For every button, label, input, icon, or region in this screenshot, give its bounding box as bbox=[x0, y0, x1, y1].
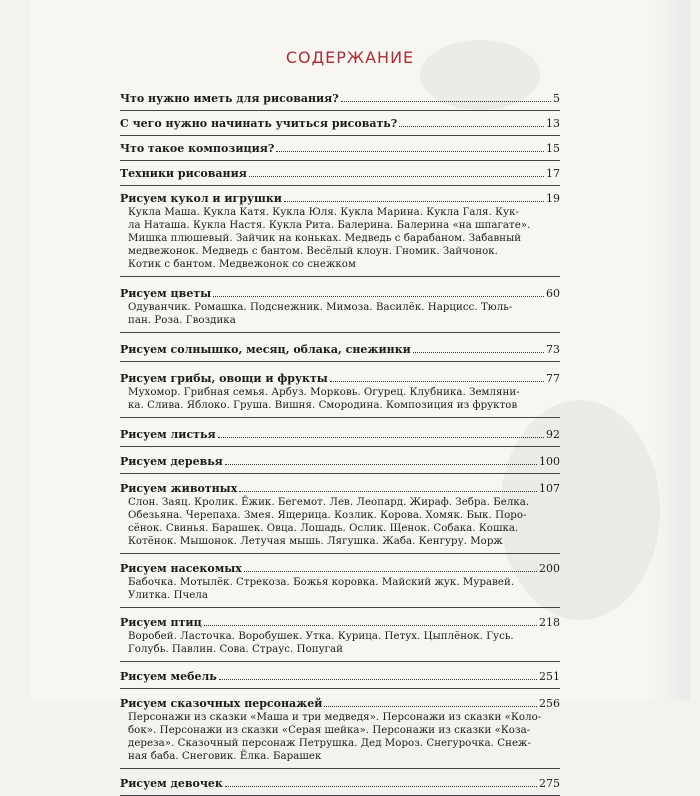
toc-entry-title: Техники рисования bbox=[120, 167, 247, 180]
section-divider bbox=[120, 110, 560, 111]
toc-heading-row bbox=[120, 616, 560, 629]
toc-subtopics bbox=[128, 496, 560, 548]
toc-entry-title: Рисуем грибы, овощи и фрукты bbox=[120, 372, 328, 385]
toc-entry-title: Рисуем деревья bbox=[120, 455, 223, 468]
toc-page-number: 92 bbox=[546, 428, 560, 441]
toc-subtopics bbox=[128, 301, 560, 327]
toc-subtopics bbox=[128, 576, 560, 602]
toc-entry bbox=[120, 372, 560, 418]
section-divider bbox=[120, 768, 560, 769]
toc-subtopic-line: бок». Персонажи из сказки «Серая шейка». Персонажи из сказки «Коза- bbox=[128, 725, 531, 736]
toc-entry-title: С чего нужно начинать учиться рисовать? bbox=[120, 117, 398, 130]
toc-heading-row bbox=[120, 777, 560, 790]
toc-subtopic-line: медвежонок. Медведь с бантом. Весёлый клоун. Гномик. Зайчонок. bbox=[128, 246, 498, 257]
section-divider bbox=[120, 661, 560, 662]
toc-entry bbox=[120, 455, 560, 474]
toc-entry bbox=[120, 343, 560, 362]
toc-entry bbox=[120, 482, 560, 554]
toc-entry-title: Рисуем цветы bbox=[120, 287, 212, 300]
toc-subtopics bbox=[128, 386, 560, 412]
toc-heading-row bbox=[120, 142, 560, 155]
toc-subtopic-line: Мишка плюшевый. Зайчик на коньках. Медведь с барабаном. Забавный bbox=[128, 233, 522, 244]
toc-subtopics bbox=[128, 206, 560, 271]
toc-entry bbox=[120, 777, 560, 796]
section-divider bbox=[120, 276, 560, 277]
dot-leader bbox=[225, 786, 537, 787]
toc-subtopic-line: ная баба. Снеговик. Ёлка. Барашек bbox=[128, 751, 322, 762]
dot-leader bbox=[225, 464, 537, 465]
section-divider bbox=[120, 473, 560, 474]
toc-heading-row bbox=[120, 455, 560, 468]
toc-subtopics bbox=[128, 711, 560, 763]
toc-subtopic-line: Голубь. Павлин. Сова. Страус. Попугай bbox=[128, 644, 343, 655]
toc-page-number: 256 bbox=[539, 697, 560, 710]
toc-page-number: 251 bbox=[539, 670, 560, 683]
toc-page-number: 77 bbox=[546, 372, 560, 385]
dot-leader bbox=[219, 679, 537, 680]
section-divider bbox=[120, 446, 560, 447]
toc-subtopic-line: Воробей. Ласточка. Воробушек. Утка. Курица. Петух. Цыплёнок. Гусь. bbox=[128, 631, 514, 642]
dot-leader bbox=[249, 176, 544, 177]
dot-leader bbox=[284, 201, 544, 202]
toc-heading-row bbox=[120, 92, 560, 105]
toc-page-number: 100 bbox=[539, 455, 560, 468]
toc-heading-row bbox=[120, 372, 560, 385]
toc-heading-row bbox=[120, 482, 560, 495]
toc-entry bbox=[120, 92, 560, 111]
dot-leader bbox=[213, 296, 544, 297]
section-divider bbox=[120, 607, 560, 608]
toc-entry bbox=[120, 117, 560, 136]
section-divider bbox=[120, 417, 560, 418]
toc-entry-title: Рисуем мебель bbox=[120, 670, 217, 683]
dot-leader bbox=[399, 126, 544, 127]
toc-entry bbox=[120, 616, 560, 662]
toc-subtopics bbox=[128, 630, 560, 656]
section-divider bbox=[120, 160, 560, 161]
dot-leader bbox=[244, 571, 537, 572]
toc-entry-title: Рисуем кукол и игрушки bbox=[120, 192, 282, 205]
table-of-contents bbox=[120, 92, 560, 796]
toc-page-number: 5 bbox=[553, 92, 560, 105]
toc-heading-row bbox=[120, 697, 560, 710]
dot-leader bbox=[218, 437, 544, 438]
page-edge-shadow bbox=[650, 0, 690, 700]
toc-subtopic-line: Кукла Маша. Кукла Катя. Кукла Юля. Кукла Марина. Кукла Галя. Кук- bbox=[128, 207, 519, 218]
dot-leader bbox=[276, 151, 544, 152]
toc-page-number: 73 bbox=[546, 343, 560, 356]
toc-page-number: 17 bbox=[546, 167, 560, 180]
toc-subtopic-line: ла Наташа. Кукла Настя. Кукла Рита. Балерина. Балерина «на шпагате». bbox=[128, 220, 531, 231]
toc-subtopic-line: сёнок. Свинья. Барашек. Овца. Лошадь. Ослик. Щенок. Собака. Кошка. bbox=[128, 523, 519, 534]
toc-entry-title: Рисуем сказочных персонажей bbox=[120, 697, 323, 710]
toc-heading-row bbox=[120, 117, 560, 130]
toc-entry-title: Рисуем животных bbox=[120, 482, 238, 495]
toc-subtopic-line: Обезьяна. Черепаха. Змея. Ящерица. Козлик. Корова. Хомяк. Бык. Поро- bbox=[128, 510, 527, 521]
toc-entry-title: Рисуем листья bbox=[120, 428, 216, 441]
toc-page-number: 107 bbox=[539, 482, 560, 495]
toc-subtopic-line: пан. Роза. Гвоздика bbox=[128, 315, 236, 326]
toc-heading-row bbox=[120, 343, 560, 356]
toc-heading-row bbox=[120, 167, 560, 180]
toc-entry-title: Рисуем солнышко, месяц, облака, снежинки bbox=[120, 343, 411, 356]
toc-entry bbox=[120, 697, 560, 769]
toc-subtopic-line: Бабочка. Мотылёк. Стрекоза. Божья коровка. Майский жук. Муравей. bbox=[128, 577, 515, 588]
toc-entry bbox=[120, 192, 560, 277]
toc-page-number: 15 bbox=[546, 142, 560, 155]
toc-page-number: 19 bbox=[546, 192, 560, 205]
toc-page-number: 275 bbox=[539, 777, 560, 790]
toc-entry bbox=[120, 142, 560, 161]
toc-page-number: 60 bbox=[546, 287, 560, 300]
section-divider bbox=[120, 688, 560, 689]
toc-entry-title: Рисуем птиц bbox=[120, 616, 202, 629]
section-divider bbox=[120, 553, 560, 554]
section-divider bbox=[120, 135, 560, 136]
toc-entry-title: Что нужно иметь для рисования? bbox=[120, 92, 339, 105]
page-title: СОДЕРЖАНИЕ bbox=[285, 48, 415, 67]
dot-leader bbox=[204, 625, 537, 626]
toc-heading-row bbox=[120, 287, 560, 300]
dot-leader bbox=[413, 352, 544, 353]
toc-page-number: 200 bbox=[539, 562, 560, 575]
section-divider bbox=[120, 185, 560, 186]
toc-heading-row bbox=[120, 192, 560, 205]
toc-subtopic-line: Котик с бантом. Медвежонок со снежком bbox=[128, 259, 356, 270]
toc-subtopic-line: ка. Слива. Яблоко. Груша. Вишня. Смородина. Композиция из фруктов bbox=[128, 400, 518, 411]
section-divider bbox=[120, 332, 560, 333]
dot-leader bbox=[239, 491, 537, 492]
toc-heading-row bbox=[120, 562, 560, 575]
toc-entry bbox=[120, 167, 560, 186]
toc-subtopic-line: Слон. Заяц. Кролик. Ёжик. Бегемот. Лев. Леопард. Жираф. Зебра. Белка. bbox=[128, 497, 530, 508]
toc-entry bbox=[120, 562, 560, 608]
dot-leader bbox=[330, 381, 544, 382]
toc-entry bbox=[120, 287, 560, 333]
toc-entry bbox=[120, 428, 560, 447]
toc-page-number: 218 bbox=[539, 616, 560, 629]
toc-subtopic-line: дереза». Сказочный персонаж Петрушка. Дед Мороз. Снегурочка. Снеж- bbox=[128, 738, 531, 749]
toc-entry-title: Рисуем девочек bbox=[120, 777, 223, 790]
toc-subtopic-line: Улитка. Пчела bbox=[128, 590, 209, 601]
toc-subtopic-line: Одуванчик. Ромашка. Подснежник. Мимоза. Василёк. Нарцисс. Тюль- bbox=[128, 302, 513, 313]
toc-page-number: 13 bbox=[546, 117, 560, 130]
toc-entry-title: Что такое композиция? bbox=[120, 142, 275, 155]
dot-leader bbox=[341, 101, 551, 102]
toc-subtopic-line: Котёнок. Мышонок. Летучая мышь. Лягушка. Жаба. Кенгуру. Морж bbox=[128, 536, 503, 547]
toc-entry bbox=[120, 670, 560, 689]
toc-subtopic-line: Персонажи из сказки «Маша и три медведя». Персонажи из сказки «Коло- bbox=[128, 712, 542, 723]
dot-leader bbox=[324, 706, 537, 707]
toc-heading-row bbox=[120, 670, 560, 683]
section-divider bbox=[120, 361, 560, 362]
toc-entry-title: Рисуем насекомых bbox=[120, 562, 242, 575]
toc-heading-row bbox=[120, 428, 560, 441]
toc-subtopic-line: Мухомор. Грибная семья. Арбуз. Морковь. Огурец. Клубника. Земляни- bbox=[128, 387, 520, 398]
